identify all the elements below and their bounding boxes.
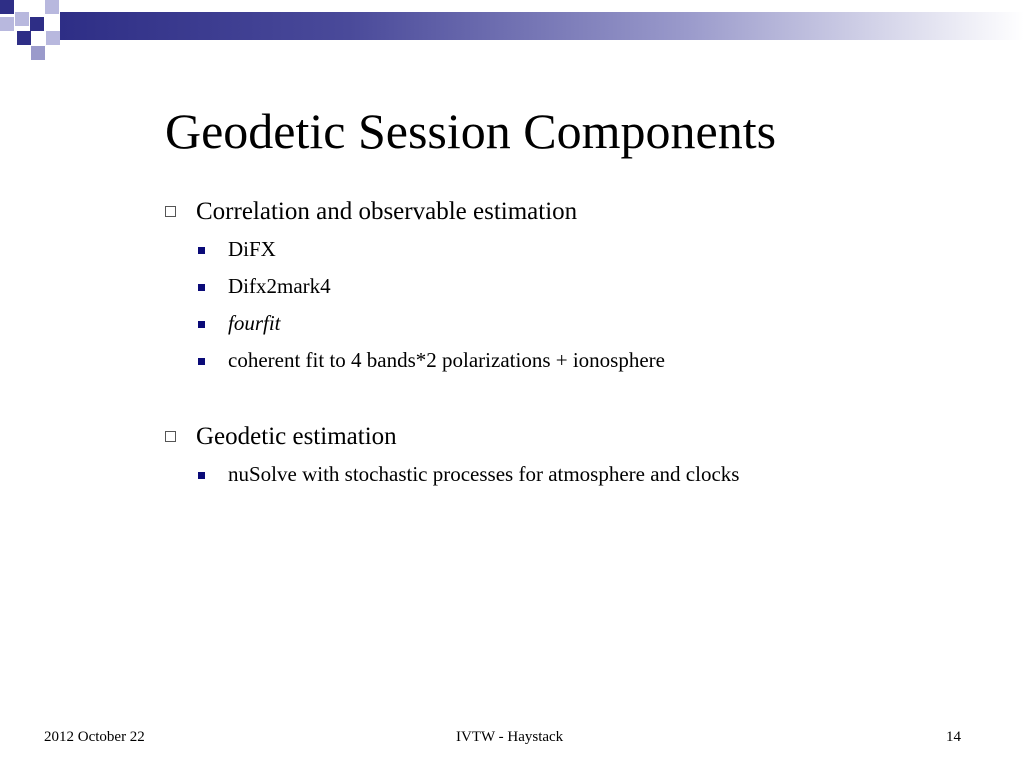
decor-square xyxy=(17,31,31,45)
list-item-text: fourfit xyxy=(228,311,281,335)
decor-square xyxy=(46,31,60,45)
list-item-text: coherent fit to 4 bands*2 polarizations + ionosphere xyxy=(228,348,665,372)
filled-square-bullet-icon xyxy=(198,321,205,328)
header-gradient-bar xyxy=(60,12,1024,40)
hollow-square-bullet-icon xyxy=(165,431,176,442)
filled-square-bullet-icon xyxy=(198,247,205,254)
page-number: 14 xyxy=(946,729,961,745)
decor-square xyxy=(45,0,59,14)
list-item-text: Difx2mark4 xyxy=(228,274,331,298)
decor-square xyxy=(0,0,14,14)
footer-event: IVTW - Haystack xyxy=(456,729,564,745)
section-heading-text: Geodetic estimation xyxy=(196,423,397,450)
slide-title: Geodetic Session Components xyxy=(165,103,777,159)
decor-square xyxy=(30,17,44,31)
list-item-text: DiFX xyxy=(228,237,276,261)
footer-date: 2012 October 22 xyxy=(44,729,145,745)
filled-square-bullet-icon xyxy=(198,358,205,365)
decor-square xyxy=(0,17,14,31)
list-item-text: nuSolve with stochastic processes for atmosphere and clocks xyxy=(228,462,740,486)
hollow-square-bullet-icon xyxy=(165,206,176,217)
filled-square-bullet-icon xyxy=(198,472,205,479)
section-heading-text: Correlation and observable estimation xyxy=(196,198,578,225)
decor-square xyxy=(15,12,29,26)
filled-square-bullet-icon xyxy=(198,284,205,291)
decor-square xyxy=(31,46,45,60)
